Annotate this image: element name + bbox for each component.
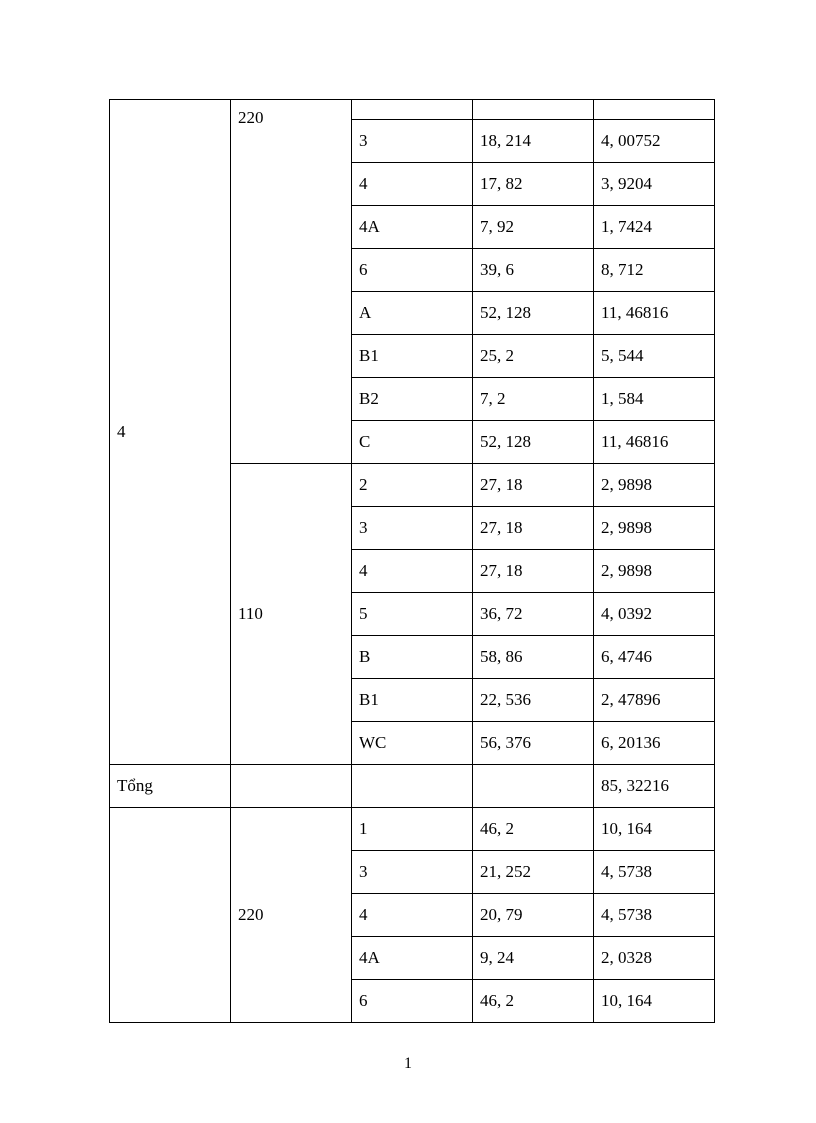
area-cell: 9, 24 <box>473 937 594 980</box>
area-cell: 46, 2 <box>473 980 594 1023</box>
room-cell: 6 <box>352 980 473 1023</box>
total-cell <box>473 765 594 808</box>
area-cell: 27, 18 <box>473 550 594 593</box>
room-cell <box>352 100 473 120</box>
group-label-cell: 4 <box>110 100 231 765</box>
value-cell: 6, 4746 <box>594 636 715 679</box>
value-cell: 10, 164 <box>594 808 715 851</box>
voltage-cell: 220 <box>231 808 352 1023</box>
value-cell: 2, 9898 <box>594 464 715 507</box>
value-cell: 6, 20136 <box>594 722 715 765</box>
total-value: 85, 32216 <box>594 765 715 808</box>
value-cell: 2, 9898 <box>594 550 715 593</box>
room-cell: 3 <box>352 851 473 894</box>
room-cell: B1 <box>352 335 473 378</box>
room-cell: 4A <box>352 206 473 249</box>
room-cell: 3 <box>352 120 473 163</box>
area-cell: 7, 2 <box>473 378 594 421</box>
data-table <box>109 99 715 1023</box>
voltage-cell: 110 <box>231 464 352 765</box>
area-cell: 52, 128 <box>473 292 594 335</box>
area-cell: 56, 376 <box>473 722 594 765</box>
total-row <box>110 765 715 808</box>
room-cell: 2 <box>352 464 473 507</box>
total-cell <box>231 765 352 808</box>
value-cell: 2, 9898 <box>594 507 715 550</box>
value-cell <box>594 100 715 120</box>
area-cell <box>473 100 594 120</box>
area-cell: 20, 79 <box>473 894 594 937</box>
area-cell: 17, 82 <box>473 163 594 206</box>
area-cell: 18, 214 <box>473 120 594 163</box>
room-cell: 4A <box>352 937 473 980</box>
value-cell: 1, 584 <box>594 378 715 421</box>
voltage-cell: 220 <box>231 100 352 464</box>
value-cell: 3, 9204 <box>594 163 715 206</box>
room-cell: 3 <box>352 507 473 550</box>
value-cell: 1, 7424 <box>594 206 715 249</box>
area-cell: 25, 2 <box>473 335 594 378</box>
value-cell: 4, 00752 <box>594 120 715 163</box>
page-number: 1 <box>404 1055 412 1072</box>
value-cell: 4, 5738 <box>594 851 715 894</box>
area-cell: 7, 92 <box>473 206 594 249</box>
value-cell: 4, 5738 <box>594 894 715 937</box>
area-cell: 21, 252 <box>473 851 594 894</box>
room-cell: 1 <box>352 808 473 851</box>
area-cell: 27, 18 <box>473 464 594 507</box>
area-cell: 46, 2 <box>473 808 594 851</box>
area-cell: 52, 128 <box>473 421 594 464</box>
room-cell: WC <box>352 722 473 765</box>
area-cell: 22, 536 <box>473 679 594 722</box>
group-label-cell <box>110 808 231 1023</box>
value-cell: 8, 712 <box>594 249 715 292</box>
total-cell <box>352 765 473 808</box>
room-cell: 4 <box>352 163 473 206</box>
table-row <box>110 808 715 851</box>
area-cell: 39, 6 <box>473 249 594 292</box>
room-cell: B2 <box>352 378 473 421</box>
area-cell: 27, 18 <box>473 507 594 550</box>
value-cell: 11, 46816 <box>594 292 715 335</box>
room-cell: 5 <box>352 593 473 636</box>
room-cell: 6 <box>352 249 473 292</box>
value-cell: 2, 47896 <box>594 679 715 722</box>
room-cell: B1 <box>352 679 473 722</box>
area-cell: 36, 72 <box>473 593 594 636</box>
area-cell: 58, 86 <box>473 636 594 679</box>
room-cell: A <box>352 292 473 335</box>
table-row <box>110 100 715 120</box>
value-cell: 5, 544 <box>594 335 715 378</box>
value-cell: 10, 164 <box>594 980 715 1023</box>
value-cell: 4, 0392 <box>594 593 715 636</box>
value-cell: 11, 46816 <box>594 421 715 464</box>
room-cell: 4 <box>352 550 473 593</box>
value-cell: 2, 0328 <box>594 937 715 980</box>
room-cell: 4 <box>352 894 473 937</box>
room-cell: B <box>352 636 473 679</box>
room-cell: C <box>352 421 473 464</box>
total-label: Tổng <box>110 765 231 808</box>
